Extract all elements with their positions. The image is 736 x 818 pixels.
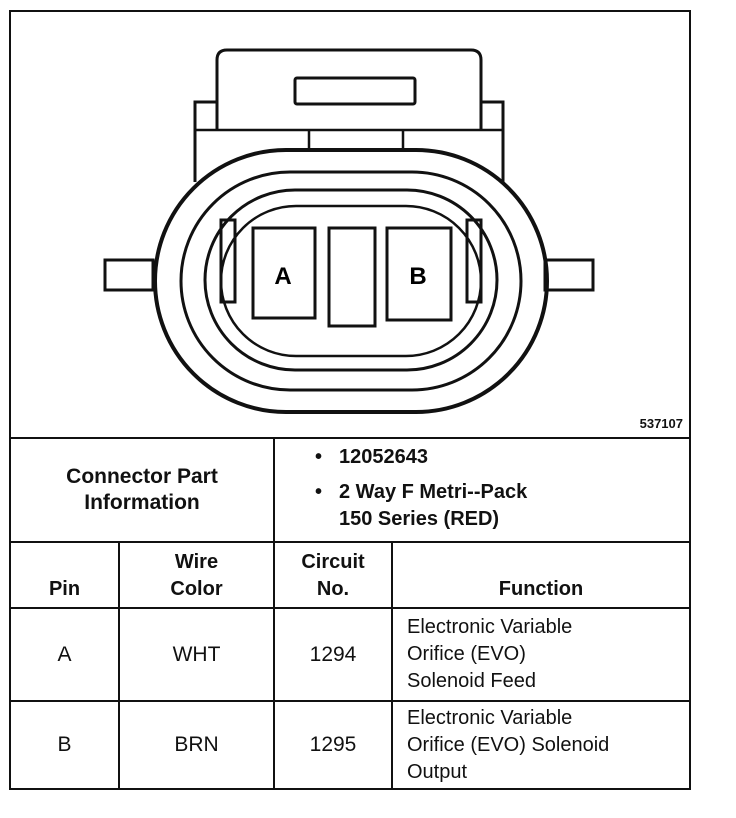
function-line: Electronic Variable <box>407 616 573 638</box>
header-circuit-line2: No. <box>316 578 350 600</box>
info-divider-vertical <box>273 438 275 542</box>
header-function-label: Function <box>498 578 584 600</box>
header-pin-label: Pin <box>48 578 81 600</box>
part-number-bullet <box>315 444 685 471</box>
header-wire-color <box>120 543 273 607</box>
inner-seal-ring <box>205 190 497 370</box>
connector-face-drawing <box>9 10 691 438</box>
latch-shoulders <box>195 102 503 182</box>
table-row-b-wire-color: BRN <box>174 733 219 756</box>
bullet-icon: • <box>315 481 323 503</box>
center-divider <box>329 228 375 326</box>
connector-info-title-line1: Connector Part <box>66 465 218 488</box>
connector-description <box>339 479 527 533</box>
header-circuit <box>275 543 391 607</box>
latch-window <box>295 78 415 104</box>
table-row-b-pin: B <box>57 733 72 756</box>
table-row-b-function <box>393 702 689 788</box>
part-number: 12052643 <box>339 446 428 468</box>
function-line: Output <box>407 760 468 783</box>
connector-info-title-line2: Information <box>84 491 200 514</box>
header-wire-color-line2: Color <box>170 578 223 600</box>
latch-housing <box>217 50 481 130</box>
pin-a-label: A <box>274 263 292 290</box>
description-line2: 150 Series (RED) <box>339 508 500 530</box>
connector-info-details <box>315 444 685 540</box>
table-row-a-function <box>393 609 689 700</box>
description-line1: 2 Way F Metri--Pack <box>339 481 528 503</box>
table-row-a-pin: A <box>57 642 72 666</box>
function-line: Orifice (EVO) Solenoid <box>407 733 610 756</box>
left-side-tab <box>105 260 153 290</box>
pin-b-label: B <box>409 263 427 290</box>
header-pin <box>11 543 118 607</box>
latch-bridge <box>309 130 403 150</box>
header-function <box>393 543 689 607</box>
header-circuit-line1: Circuit <box>301 551 365 573</box>
function-line: Solenoid Feed <box>407 670 536 692</box>
function-line: Orifice (EVO) <box>407 643 526 665</box>
right-side-tab <box>545 260 593 290</box>
header-wire-color-line1: Wire <box>174 551 219 573</box>
table-row-a-circuit: 1294 <box>309 642 357 666</box>
table-row-b-circuit: 1295 <box>309 733 357 756</box>
bullet-icon: • <box>315 446 323 468</box>
function-line: Electronic Variable <box>407 706 573 729</box>
figure-number: 537107 <box>639 416 683 431</box>
middle-seal-ring <box>181 172 521 390</box>
description-bullet <box>315 479 685 533</box>
connector-info-title <box>11 439 273 541</box>
table-row-a-wire-color: WHT <box>172 642 221 666</box>
